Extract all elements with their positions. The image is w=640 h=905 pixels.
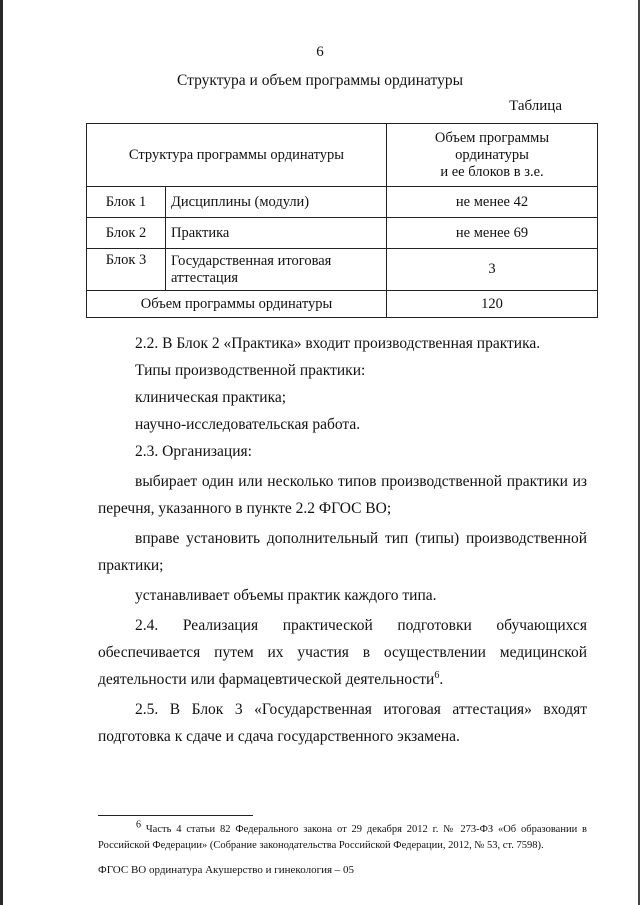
paragraph: научно-исследовательская работа. bbox=[135, 416, 361, 433]
paragraph: 2.5. В Блок 3 «Государственная итоговая аттестация» входят подготовка к сдаче и сдача государственного экзамена. bbox=[98, 701, 587, 745]
table-row bbox=[87, 187, 598, 218]
paragraph: устанавливает объемы практик каждого типа. bbox=[135, 587, 437, 604]
total-value: 120 bbox=[387, 291, 598, 318]
table-row bbox=[87, 218, 598, 249]
paragraph: вправе установить дополнительный тип (типы) производственной практики; bbox=[98, 530, 587, 574]
paragraph: 2.3. Организация: bbox=[135, 443, 252, 460]
section-title: Структура и объем программы ординатуры bbox=[177, 72, 463, 89]
block-name: Дисциплины (модули) bbox=[166, 187, 387, 218]
block-name: Практика bbox=[166, 218, 387, 249]
header-volume-line: и ее блоков в з.е. bbox=[440, 163, 544, 180]
total-label: Объем программы ординатуры bbox=[87, 291, 387, 318]
page-footer: ФГОС ВО ординатура Акушерство и гинекология – 05 bbox=[98, 864, 355, 876]
paragraph: выбирает один или несколько типов производственной практики из перечня, указанного в пункте 2.2 ФГОС ВО; bbox=[98, 473, 587, 517]
header-volume-line: Объем программы bbox=[434, 129, 550, 146]
scan-left-edge bbox=[0, 0, 3, 905]
block-volume: 3 bbox=[387, 249, 598, 291]
footnote bbox=[98, 819, 587, 854]
block-label: Блок 3 bbox=[87, 249, 166, 291]
paragraph: Типы производственной практики: bbox=[135, 362, 366, 379]
table-row bbox=[87, 249, 598, 291]
block-volume: не менее 69 bbox=[387, 218, 598, 249]
block-label: Блок 2 bbox=[87, 218, 166, 249]
block-name-line: аттестация bbox=[171, 269, 239, 286]
header-volume bbox=[387, 124, 598, 187]
header-volume-line: ординатуры bbox=[455, 146, 529, 163]
body-text bbox=[98, 330, 587, 750]
footnote-divider bbox=[98, 815, 253, 816]
block-name bbox=[166, 249, 387, 291]
header-structure: Структура программы ординатуры bbox=[87, 124, 387, 187]
paragraph-text: 2.4. Реализация практической подготовки обучающихся обеспечивается путем их участия в осуществлении медицинской деятельности или фармацевтической деятельности bbox=[98, 617, 587, 688]
paragraph: клиническая практика; bbox=[135, 389, 287, 406]
paragraph: 2.4. Реализация практической подготовки обучающихся обеспечивается путем их участия в осуществлении медицинской деятельности или фармацевтической деятельности$^6$. bbox=[98, 617, 587, 688]
block-name-line: Государственная итоговая bbox=[171, 252, 332, 269]
program-structure-table bbox=[86, 123, 598, 318]
block-volume: не менее 42 bbox=[387, 187, 598, 218]
table-caption: Таблица bbox=[509, 98, 562, 114]
footnote-text: Часть 4 статьи 82 Федерального закона от 29 декабря 2012 г. № 273-ФЗ «Об образовании в Российской Федерации» (Собрание законодательства Российской Федерации, 2012, № 53, ст. 7598). bbox=[98, 824, 587, 851]
footnote-mark: 6 bbox=[136, 819, 141, 831]
page-number: 6 bbox=[316, 44, 324, 60]
table-header-row bbox=[87, 124, 598, 187]
footnote-ref: 6 bbox=[434, 669, 440, 681]
block-label: Блок 1 bbox=[87, 187, 166, 218]
table-total-row bbox=[87, 291, 598, 318]
paragraph: 2.2. В Блок 2 «Практика» входит производственная практика. bbox=[135, 335, 541, 352]
